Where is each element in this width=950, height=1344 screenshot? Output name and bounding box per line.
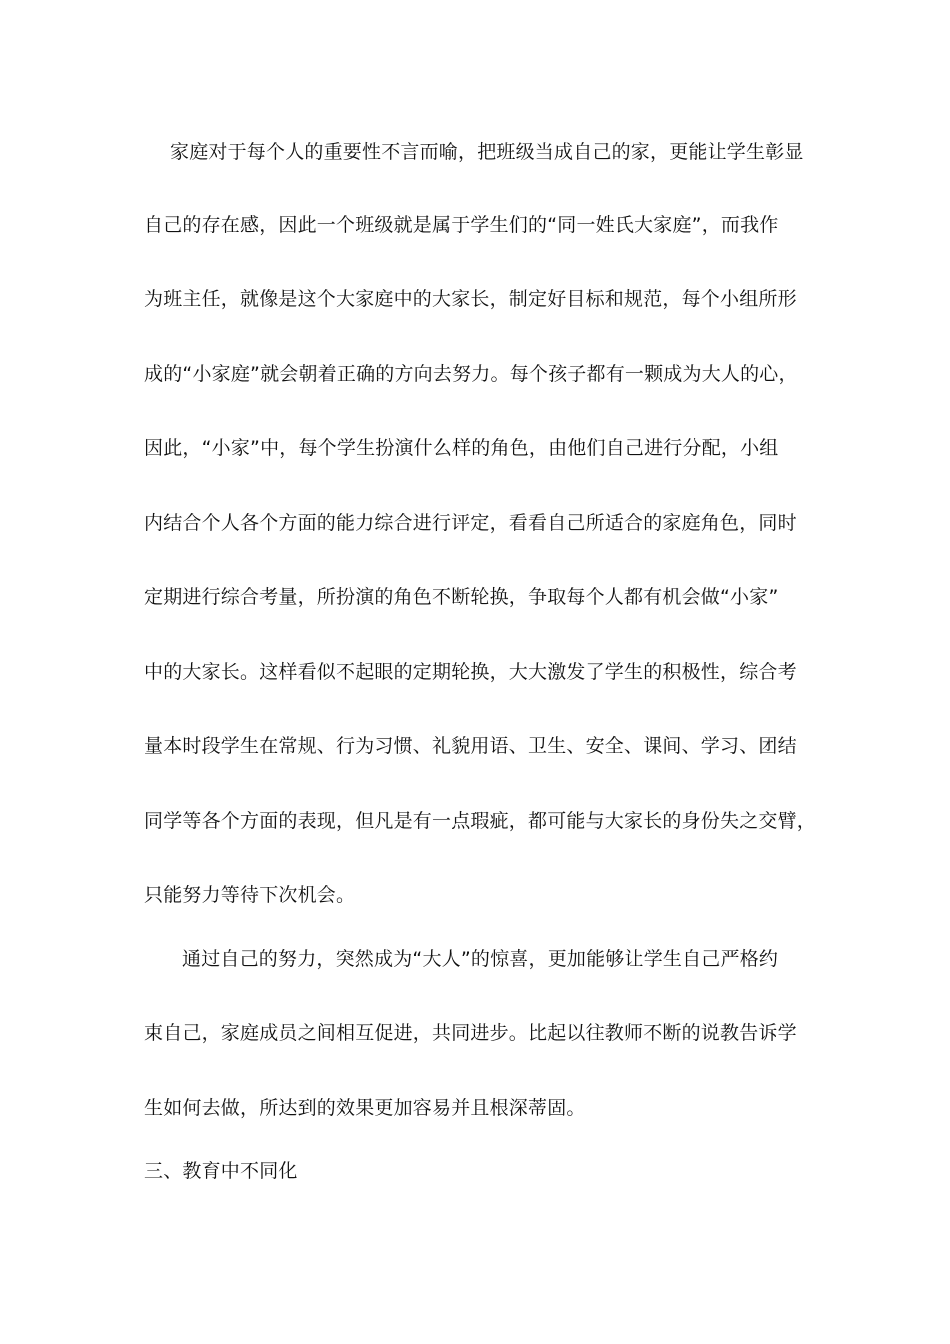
paragraph-line: 成的“小家庭”就会朝着正确的方向去努力。每个孩子都有一颗成为大人的心， — [144, 363, 798, 385]
paragraph-line: 因此，“小家”中，每个学生扮演什么样的角色，由他们自己进行分配，小组 — [144, 437, 779, 459]
paragraph-line: 为班主任，就像是这个大家庭中的大家长，制定好目标和规范，每个小组所形 — [144, 288, 797, 310]
paragraph-line: 内结合个人各个方面的能力综合进行评定，看看自己所适合的家庭角色，同时 — [144, 512, 797, 534]
paragraph-line: 量本时段学生在常规、行为习惯、礼貌用语、卫生、安全、课间、学习、团结 — [144, 735, 797, 757]
section-heading: 三、教育中不同化 — [144, 1160, 298, 1182]
paragraph-line: 生如何去做，所达到的效果更加容易并且根深蒂固。 — [144, 1097, 586, 1119]
paragraph-line: 通过自己的努力，突然成为“大人”的惊喜，更加能够让学生自己严格约 — [182, 948, 779, 970]
paragraph-line: 家庭对于每个人的重要性不言而喻，把班级当成自己的家，更能让学生彰显 — [170, 141, 804, 163]
paragraph-line: 定期进行综合考量，所扮演的角色不断轮换，争取每个人都有机会做“小家” — [144, 586, 779, 608]
paragraph-line: 自己的存在感，因此一个班级就是属于学生们的“同一姓氏大家庭”，而我作 — [144, 214, 779, 236]
paragraph-line: 同学等各个方面的表现，但凡是有一点瑕疵，都可能与大家长的身份失之交臂， — [144, 810, 817, 832]
paragraph-line: 只能努力等待下次机会。 — [144, 884, 356, 906]
paragraph-line: 中的大家长。这样看似不起眼的定期轮换，大大激发了学生的积极性，综合考 — [144, 661, 797, 683]
paragraph-line: 束自己，家庭成员之间相互促进，共同进步。比起以往教师不断的说教告诉学 — [144, 1022, 797, 1044]
